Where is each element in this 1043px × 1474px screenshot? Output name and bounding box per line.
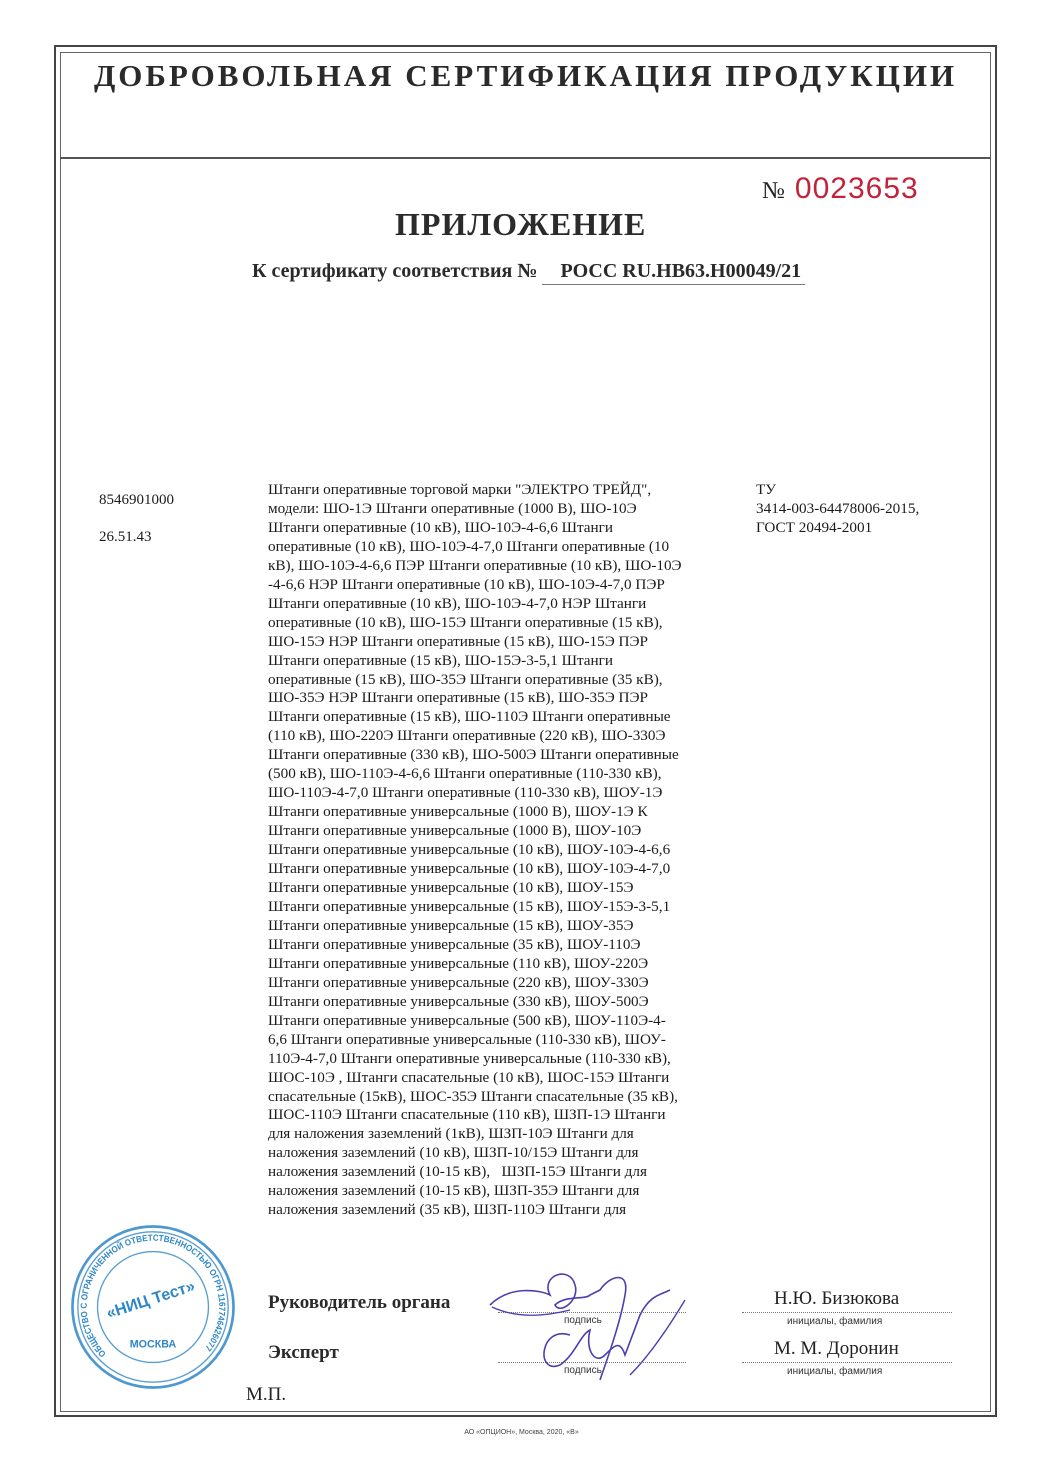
product-description <box>268 481 682 1220</box>
description-line: Штанги оперативные универсальные (1000 В), ШОУ-1Э К <box>268 803 648 821</box>
description-line: оперативные (10 кВ), ШО-10Э-4-7,0 Штанги оперативные (10 <box>268 537 670 555</box>
description-line: кВ), ШО-10Э-4-6,6 ПЭР Штанги оперативные (10 кВ), ШО-10Э <box>268 556 682 574</box>
certificate-label: К сертификату соответствия № <box>252 260 538 282</box>
page-title: ПРИЛОЖЕНИЕ <box>395 206 647 242</box>
banner-title: ДОБРОВОЛЬНАЯ СЕРТИФИКАЦИЯ ПРОДУКЦИИ <box>93 58 958 93</box>
okpd2-code: 26.51.43 <box>99 529 152 545</box>
description-line: для наложения заземлений (1кВ), ШЗП-10Э Штанги для <box>268 1125 634 1143</box>
description-line: Штанги оперативные универсальные (220 кВ), ШОУ-330Э <box>268 973 649 991</box>
signature-caption: подпись <box>564 1315 602 1326</box>
stamp-center-text: «НИЦ Тест» <box>104 1276 198 1323</box>
description-line: ШОС-10Э , Штанги спасательные (10 кВ), ШОС-15Э Штанги <box>268 1068 670 1086</box>
head-name: Н.Ю. Бизюкова <box>774 1288 900 1309</box>
description-line: Штанги оперативные универсальные (110 кВ), ШОУ-220Э <box>268 954 649 972</box>
description-line: наложения заземлений (35 кВ), ШЗП-110Э Штанги для <box>268 1201 627 1219</box>
description-line: Штанги оперативные универсальные (10 кВ), ШОУ-10Э-4-7,0 <box>268 860 671 878</box>
description-line: Штанги оперативные универсальные (35 кВ), ШОУ-110Э <box>268 935 641 953</box>
description-line: наложения заземлений (10-15 кВ), ШЗП-35Э Штанги для <box>268 1182 640 1200</box>
description-line: оперативные (10 кВ), ШО-15Э Штанги оперативные (15 кВ), <box>268 613 663 631</box>
expert-name: М. М. Доронин <box>774 1338 899 1359</box>
description-line: Штанги оперативные (15 кВ), ШО-15Э-3-5,1 Штанги <box>268 651 613 669</box>
stamp-city: МОСКВА <box>129 1338 177 1351</box>
number-sign: № <box>762 178 785 204</box>
description-line: ШО-35Э НЭР Штанги оперативные (15 кВ), ШО-35Э ПЭР <box>268 689 648 707</box>
description-line: 110Э-4-7,0 Штанги оперативные универсальные (110-330 кВ), <box>268 1049 671 1067</box>
description-line: (110 кВ), ШО-220Э Штанги оперативные (220 кВ), ШО-330Э <box>268 727 666 745</box>
description-line: Штанги оперативные торговой марки "ЭЛЕКТРО ТРЕЙД", <box>268 481 652 498</box>
description-line: Штанги оперативные универсальные (15 кВ), ШОУ-15Э-3-5,1 <box>268 897 671 915</box>
description-line: (500 кВ), ШО-110Э-4-6,6 Штанги оперативные (110-330 кВ), <box>268 765 662 783</box>
description-line: Штанги оперативные универсальные (1000 В), ШОУ-10Э <box>268 822 642 840</box>
description-line: Штанги оперативные универсальные (10 кВ), ШОУ-10Э-4-6,6 <box>268 841 671 859</box>
description-line: оперативные (15 кВ), ШО-35Э Штанги оперативные (35 кВ), <box>268 670 663 688</box>
description-line: модели: ШО-1Э Штанги оперативные (1000 В), ШО-10Э <box>268 499 637 517</box>
form-number-value: 0023653 <box>794 172 919 205</box>
standard-line: 3414-003-64478006-2015, <box>756 499 920 517</box>
header-divider <box>60 157 991 159</box>
certificate-number: РОСС RU.HB63.H00049/21 <box>542 260 805 285</box>
standards <box>756 481 919 538</box>
description-line: Штанги оперативные (10 кВ), ШО-10Э-4-7,0 НЭР Штанги <box>268 594 647 612</box>
description-line: Штанги оперативные (10 кВ), ШО-10Э-4-6,6 Штанги <box>268 518 613 536</box>
stamp-outer-text: ОБЩЕСТВО С ОГРАНИЧЕННОЙ ОТВЕТСТВЕННОСТЬЮ ОГРН 1167746426077 <box>78 1232 228 1360</box>
description-line: ШОС-110Э Штанги спасательные (110 кВ), ШЗП-1Э Штанги <box>268 1106 666 1124</box>
description-line: 6,6 Штанги оперативные универсальные (110-330 кВ), ШОУ- <box>268 1030 666 1048</box>
description-line: Штанги оперативные универсальные (500 кВ), ШОУ-110Э-4- <box>268 1011 666 1029</box>
description-line: наложения заземлений (10 кВ), ШЗП-10/15Э Штанги для <box>268 1144 639 1162</box>
standard-line: ТУ <box>756 481 777 498</box>
description-line: Штанги оперативные (330 кВ), ШО-500Э Штанги оперативные <box>268 746 679 764</box>
head-label: Руководитель органа <box>268 1292 451 1313</box>
expert-label: Эксперт <box>268 1342 339 1363</box>
product-codes <box>99 482 174 556</box>
head-name-line <box>742 1312 952 1313</box>
description-line: спасательные (15кВ), ШОС-35Э Штанги спасательные (35 кВ), <box>268 1087 678 1105</box>
description-line: Штанги оперативные универсальные (15 кВ), ШОУ-35Э <box>268 916 634 934</box>
name-caption: инициалы, фамилия <box>787 1316 883 1327</box>
description-line: наложения заземлений (10-15 кВ), ШЗП-15Э Штанги для <box>268 1163 647 1181</box>
expert-name-line <box>742 1362 952 1363</box>
certificate-reference <box>252 260 805 285</box>
standard-line: ГОСТ 20494-2001 <box>756 518 873 536</box>
description-line: -4-6,6 НЭР Штанги оперативные (10 кВ), ШО-10Э-4-7,0 ПЭР <box>268 575 665 593</box>
signature-caption: подпись <box>564 1365 602 1376</box>
description-line: ШО-15Э НЭР Штанги оперативные (15 кВ), ШО-15Э ПЭР <box>268 632 648 650</box>
description-line: Штанги оперативные (15 кВ), ШО-110Э Штанги оперативные <box>268 708 671 726</box>
description-line: Штанги оперативные универсальные (330 кВ), ШОУ-500Э <box>268 992 649 1010</box>
description-line: Штанги оперативные универсальные (10 кВ), ШОУ-15Э <box>268 879 634 897</box>
name-caption: инициалы, фамилия <box>787 1366 883 1377</box>
printer-imprint: АО «ОПЦИОН», Москва, 2020, «В» <box>464 1429 579 1436</box>
tn-ved-code: 8546901000 <box>99 492 174 508</box>
form-number <box>762 172 919 206</box>
organization-stamp <box>68 1222 238 1392</box>
stamp-place-label: М.П. <box>246 1384 287 1405</box>
handwritten-signature <box>480 1255 700 1385</box>
description-line: ШО-110Э-4-7,0 Штанги оперативные (110-330 кВ), ШОУ-1Э <box>268 784 663 802</box>
